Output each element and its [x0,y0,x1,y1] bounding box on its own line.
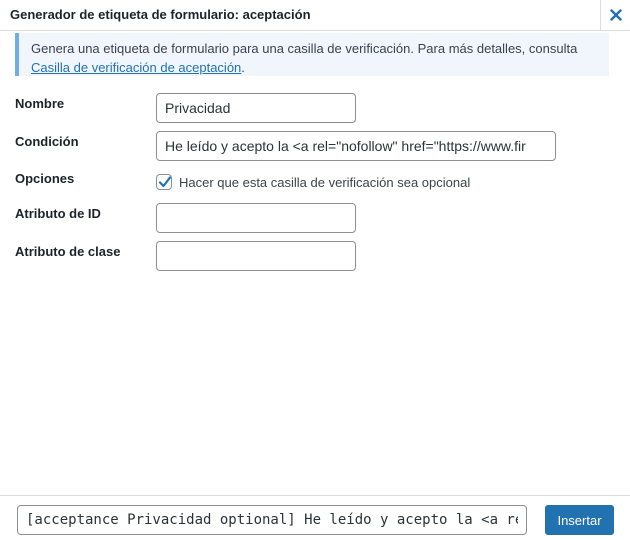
checkmark-icon [156,173,174,191]
class-attribute-label: Atributo de clase [15,244,121,259]
optional-checkbox[interactable] [156,174,172,190]
options-label: Opciones [15,171,75,186]
info-notice [15,33,609,76]
id-attribute-field[interactable] [156,203,356,233]
id-attribute-label: Atributo de ID [15,206,101,221]
optional-checkbox-label: Hacer que esta casilla de verificación sea opcional [179,174,471,190]
dialog-title: Generador de etiqueta de formulario: aceptación [10,7,311,22]
class-attribute-field[interactable] [156,241,356,271]
dialog-footer [0,495,630,540]
dialog-titlebar [0,0,630,31]
optional-checkbox-row [156,172,470,192]
name-field[interactable] [156,93,356,123]
notice-suffix: . [241,60,245,75]
acceptance-checkbox-link[interactable]: Casilla de verificación de aceptación [31,60,242,75]
condition-label: Condición [15,134,79,149]
condition-field[interactable] [156,131,556,161]
insert-button[interactable]: Insertar [545,505,614,535]
name-label: Nombre [15,96,65,111]
close-button[interactable] [600,0,630,30]
generated-tag-field[interactable] [17,505,527,535]
notice-text: Genera una etiqueta de formulario para una casilla de verificación. Para más detalles, consulta [31,41,578,56]
close-icon [610,9,622,21]
